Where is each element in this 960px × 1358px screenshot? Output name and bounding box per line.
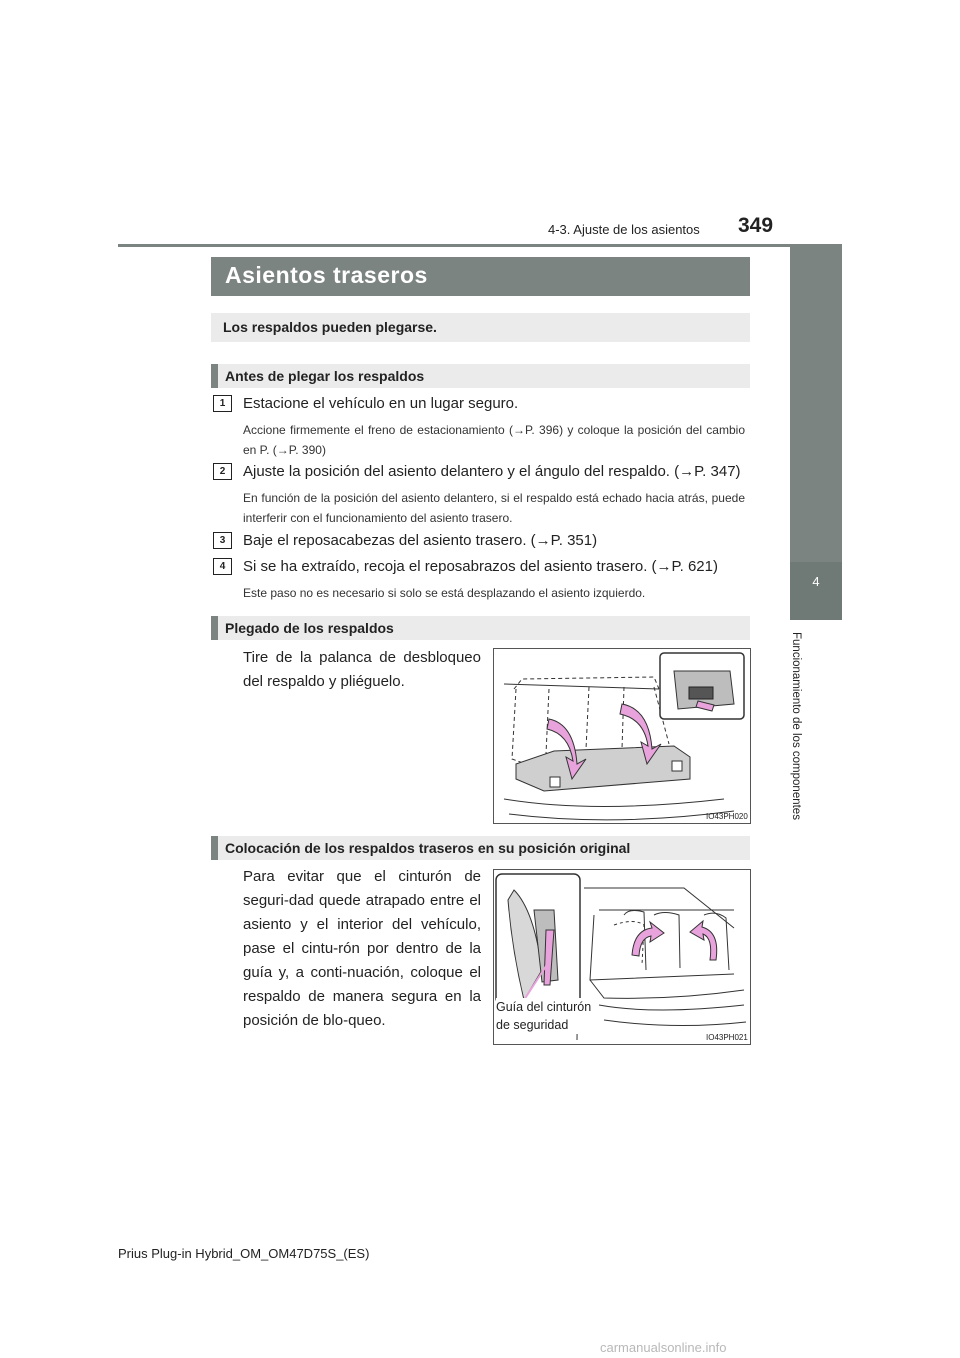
folding-instructions: Tire de la palanca de desbloqueo del respaldo y pliéguelo. [243,649,481,690]
step-note: Accione firmemente el freno de estacionamiento (→P. 396) y coloque la posición del cambio en P. (→P. 390) [243,423,745,457]
header-section-title: 4-3. Ajuste de los asientos [548,222,700,237]
step-text: Ajuste la posición del asiento delantero y el ángulo del respaldo. (→P. 347) [243,463,741,480]
step-note: En función de la posición del asiento delantero, si el respaldo está echado hacia atrás, puede interferir con el funcionamiento del asiento trasero. [243,491,745,525]
footer-document-id: Prius Plug-in Hybrid_OM_OM47D75S_(ES) [118,1246,370,1261]
section-heading-folding [211,616,750,640]
page-title: Asientos traseros [225,262,428,288]
section-heading-text: Antes de plegar los respaldos [225,368,425,384]
step-note: Este paso no es necesario si solo se está desplazando el asiento izquierdo. [243,586,646,600]
step-text: Baje el reposacabezas del asiento trasero. (→P. 351) [243,532,598,549]
page-number: 349 [738,214,774,237]
step-number: 2 [213,463,232,480]
return-arrow-left [632,922,664,956]
step-number: 4 [213,558,232,575]
section-heading-before-folding [211,364,750,388]
intro-text: Los respaldos pueden plegarse. [223,319,437,335]
step-text: Si se ha extraído, recoja el reposabrazos del asiento trasero. (→P. 621) [243,558,718,575]
section-heading-text: Colocación de los respaldos traseros en su posición original [225,840,631,856]
return-instructions: Para evitar que el cinturón de seguri-dad quede atrapado entre el asiento y el interior del vehículo, pase el cintu-rón por dentro de la guía y, a conti-nuación, coloque el respaldo de manera segura en la posición de blo-queo. [243,868,481,1029]
step-number: 3 [213,532,232,549]
step-text: Estacione el vehículo en un lugar seguro. [243,395,519,412]
seatbelt-guide-callout [496,998,591,1034]
figure-code: IO43PH021 [706,1033,748,1042]
callout-line: de seguridad [496,1018,569,1032]
watermark: carmanualsonline.info [600,1340,727,1355]
chapter-label: Funcionamiento de los componentes [790,632,802,820]
figure-code: IO43PH020 [706,812,748,821]
header-rule [118,244,840,247]
page-title-bar [211,257,750,296]
chapter-label-wrap [782,632,812,862]
section-heading-return-position [211,836,750,860]
side-tab-rule [790,244,842,562]
chapter-number: 4 [812,574,820,589]
intro-box [211,313,750,342]
rear-seat-fold-drawing [494,649,750,823]
section-heading-text: Plegado de los respaldos [225,620,394,636]
seatbelt-guide-illustration [493,869,751,1045]
return-arrow-right [690,921,717,960]
chapter-tab [790,562,842,620]
step-number: 1 [213,395,232,412]
callout-line: Guía del cinturón [496,1000,592,1014]
folding-seat-illustration [493,648,751,824]
